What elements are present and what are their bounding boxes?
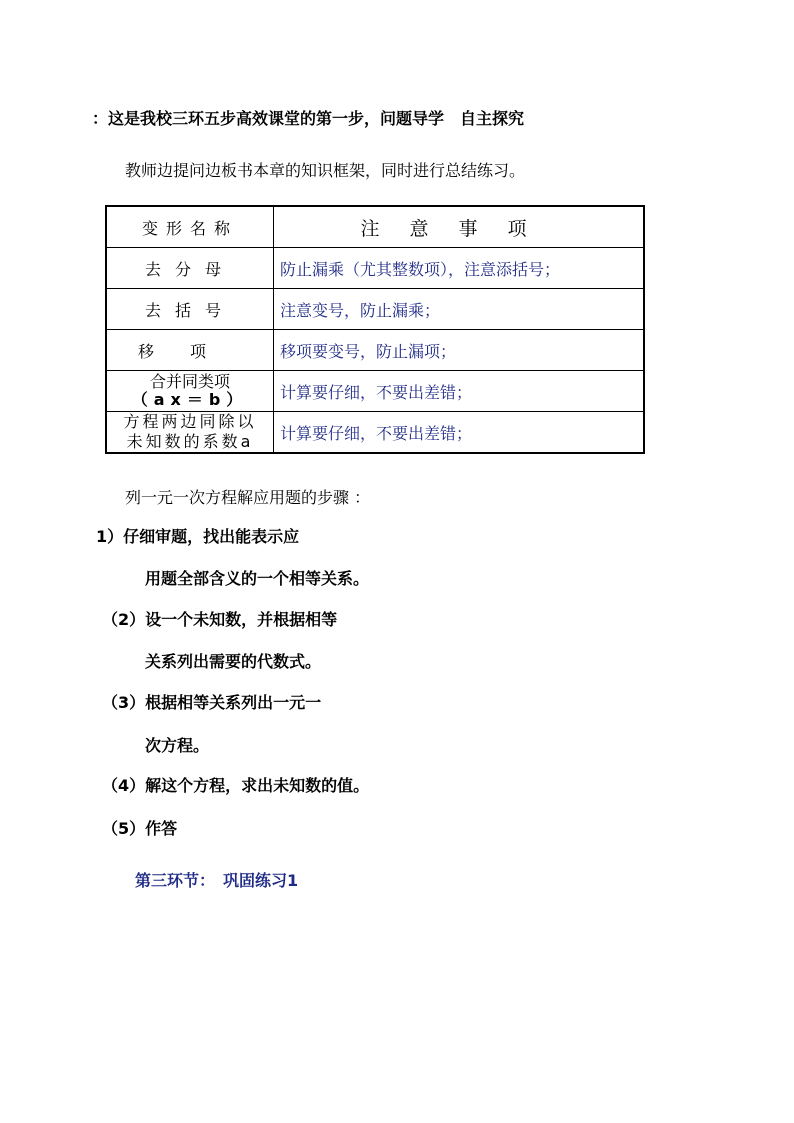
step-5: （5）作答 [102, 819, 178, 838]
step-4: （4）解这个方程，求出未知数的值。 [102, 776, 370, 795]
step-1-line-2: 用题全部含义的一个相等关系。 [145, 569, 370, 588]
row-note-divide-coefficient: 计算要仔细，不要出差错； [274, 412, 644, 453]
table-row [107, 412, 644, 453]
row-name-divide-coefficient [107, 412, 274, 453]
table-row [107, 289, 644, 330]
transformation-rules-table [106, 206, 644, 453]
section-label: 第三环节： 巩固练习1 [135, 871, 299, 890]
row-note-remove-denominator: 防止漏乘（尤其整数项），注意添括号； [274, 248, 644, 289]
row-name-transpose: 移项 [107, 330, 274, 371]
row-name-remove-denominator: 去分母 [107, 248, 274, 289]
row-note-combine-like-terms: 计算要仔细，不要出差错； [274, 371, 644, 412]
steps-title: 列一元一次方程解应用题的步骤 ： [125, 488, 371, 507]
teacher-note: 教师边提问边板书本章的知识框架，同时进行总结练习。 [125, 161, 526, 180]
table-header-row [107, 207, 644, 248]
table-row [107, 330, 644, 371]
row-name-line1: 合并同类项 [149, 372, 230, 391]
row-name-line2: （ax＝b） [131, 390, 249, 409]
row-name-line1: 方程两边同除以 [123, 412, 257, 431]
header-transformation-name: 变形名称 [107, 207, 274, 248]
step-2-line-1: （2）设一个未知数，并根据相等 [102, 610, 338, 629]
row-name-combine-like-terms [107, 371, 274, 412]
row-name-line2: 未知数的系数a [126, 432, 254, 451]
step-2-line-2: 关系列出需要的代数式。 [145, 652, 322, 671]
header-notes: 注意事项 [274, 207, 644, 248]
step-3-line-2: 次方程。 [145, 736, 210, 755]
step-3-line-1: （3）根据相等关系列出一元一 [102, 693, 322, 712]
table-row [107, 248, 644, 289]
row-note-remove-brackets: 注意变号，防止漏乘； [274, 289, 644, 330]
intro-line: ：这是我校三环五步高效课堂的第一步，问题导学 自主探究 [92, 109, 525, 128]
step-1-line-1: 1）仔细审题，找出能表示应 [96, 527, 300, 546]
row-name-remove-brackets: 去括号 [107, 289, 274, 330]
row-note-transpose: 移项要变号，防止漏项； [274, 330, 644, 371]
table-row [107, 371, 644, 412]
